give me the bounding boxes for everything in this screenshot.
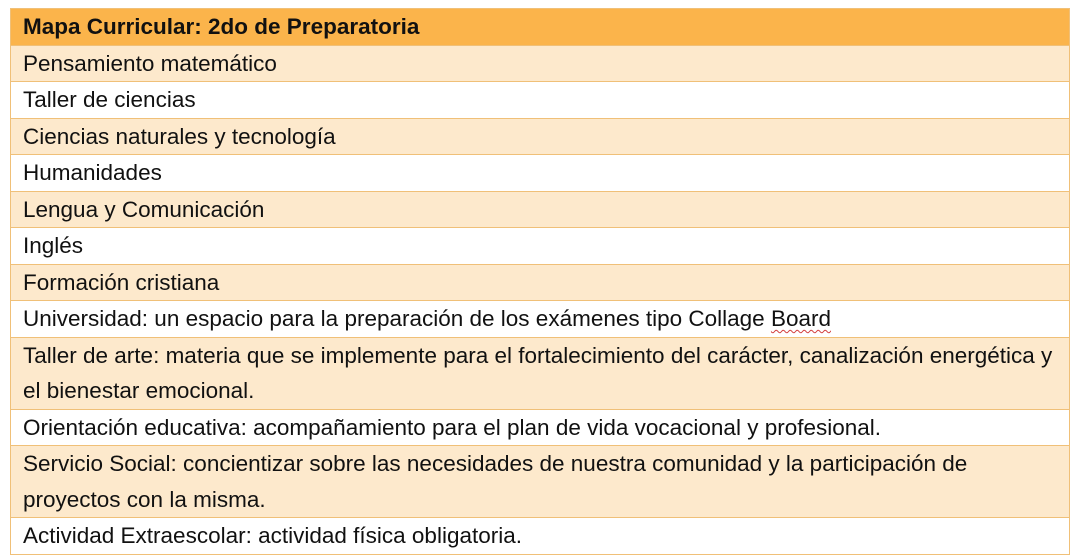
table-title: Mapa Curricular: 2do de Preparatoria bbox=[11, 9, 1070, 46]
subject-cell: Humanidades bbox=[11, 155, 1070, 192]
table-row bbox=[11, 301, 1070, 338]
subject-cell: Taller de ciencias bbox=[11, 82, 1070, 119]
table-row bbox=[11, 228, 1070, 265]
subject-cell: Actividad Extraescolar: actividad física obligatoria. bbox=[11, 518, 1070, 555]
table-row bbox=[11, 45, 1070, 82]
table-row bbox=[11, 409, 1070, 446]
table-row bbox=[11, 446, 1070, 518]
subject-text: Universidad: un espacio para la preparación de los exámenes tipo Collage bbox=[23, 306, 771, 331]
subject-cell: Formación cristiana bbox=[11, 264, 1070, 301]
subject-cell: Orientación educativa: acompañamiento para el plan de vida vocacional y profesional. bbox=[11, 409, 1070, 446]
subject-cell: Inglés bbox=[11, 228, 1070, 265]
table-header-row bbox=[11, 9, 1070, 46]
subject-cell: Lengua y Comunicación bbox=[11, 191, 1070, 228]
table-row bbox=[11, 337, 1070, 409]
subject-cell: Servicio Social: concientizar sobre las necesidades de nuestra comunidad y la participación de proyectos con la misma. bbox=[11, 446, 1070, 518]
subject-cell: Pensamiento matemático bbox=[11, 45, 1070, 82]
spellcheck-flagged-word: Board bbox=[770, 306, 831, 331]
subject-cell bbox=[11, 301, 1070, 338]
subject-cell: Ciencias naturales y tecnología bbox=[11, 118, 1070, 155]
table-row bbox=[11, 155, 1070, 192]
table-row bbox=[11, 264, 1070, 301]
curriculum-table bbox=[10, 8, 1070, 555]
table-row bbox=[11, 82, 1070, 119]
subject-cell: Taller de arte: materia que se implemente para el fortalecimiento del carácter, canalización energética y el bienestar emocional. bbox=[11, 337, 1070, 409]
table-row bbox=[11, 518, 1070, 555]
table-row bbox=[11, 191, 1070, 228]
curriculum-table-container bbox=[10, 8, 1070, 555]
table-row bbox=[11, 118, 1070, 155]
